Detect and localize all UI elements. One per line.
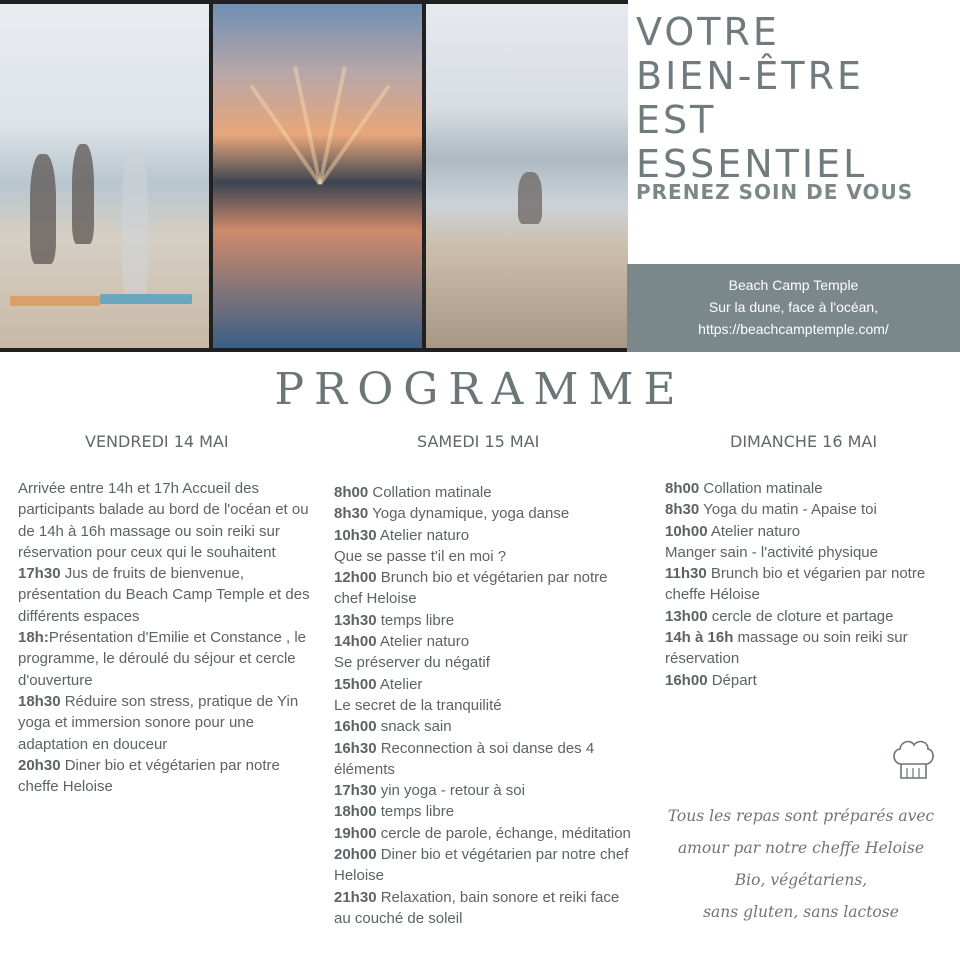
schedule-item: 16h00 snack sain [334,718,452,736]
yoga-mat [10,296,100,306]
schedule-item: 10h00 Atelier naturo [665,522,801,540]
person-figure [518,172,542,224]
schedule-item: 8h00 Collation matinale [665,480,823,497]
schedule-item: 14h à 16h massage ou soin reiki sur réservation [665,629,908,668]
schedule-item: 20h00 Diner bio et végétarien par notre chef Heloise [334,846,629,885]
person-figure [122,149,148,299]
schedule-item: 8h30 Yoga du matin - Apaise toi [665,501,877,519]
meditation-beach-photo [426,4,628,348]
yoga-group-beach-photo [0,4,209,348]
title-line: VOTRE [636,10,780,54]
title-line: BIEN-ÊTRE [636,54,865,98]
photo-strip [0,0,628,352]
schedule-item: Se préserver du négatif [334,654,490,672]
day-heading-friday: VENDREDI 14 MAI [85,432,229,451]
schedule-item: 13h30 temps libre [334,611,455,629]
day-heading-sunday: DIMANCHE 16 MAI [730,432,878,451]
schedule-item: 8h00 Collation matinale [334,484,492,501]
schedule-friday [18,478,318,797]
schedule-item: Que se passe t'il en moi ? [334,547,507,565]
day-heading-saturday: SAMEDI 15 MAI [417,432,540,451]
schedule-saturday [334,482,634,929]
chef-hat-icon [888,734,938,784]
venue-url[interactable]: https://beachcamptemple.com/ [698,321,889,337]
schedule-item: 16h30 Reconnection à soi danse des 4 éléments [334,739,595,778]
person-figure [30,154,56,264]
schedule-item: 20h30 Diner bio et végétarien par notre cheffe Heloise [18,756,280,796]
schedule-item: 15h00 Atelier [334,675,423,693]
schedule-item: 11h30 Brunch bio et végarien par notre cheffe Héloise [665,565,926,604]
schedule-item: 18h30 Réduire son stress, pratique de Yin yoga et immersion sonore pour une adaptation en douceur [18,692,299,753]
title-line: ESSENTIEL [636,142,868,186]
schedule-item: 21h30 Relaxation, bain sonore et reiki face au couché de soleil [334,888,620,927]
schedule-item: 8h30 Yoga dynamique, yoga danse [334,505,570,523]
note-line: Bio, végétariens, [734,871,868,889]
subtitle: PRENEZ SOIN DE VOUS [636,180,914,204]
schedule-item: 18h:Présentation d'Emilie et Constance , le programme, le déroulé du séjour et cercle d'ouverture [18,629,307,689]
schedule-item: 18h00 temps libre [334,803,455,821]
schedule-item: 17h30 Jus de fruits de bienvenue, présentation du Beach Camp Temple et des différents espaces [18,565,310,625]
venue-location: Sur la dune, face à l'océan, [708,299,879,315]
schedule-item: 14h00 Atelier naturo [334,633,470,651]
info-box [627,264,960,352]
schedule-item: 19h00 cercle de parole, échange, méditation [334,824,631,842]
schedule-item: 10h30 Atelier naturo [334,526,470,544]
meals-note [642,800,960,928]
schedule-item: Arrivée entre 14h et 17h Accueil des participants balade au bord de l'océan et ou de 14h à 16h massage ou soin reiki sur réservation pour ceux qui le souhaitent [18,480,309,561]
main-title [636,10,956,186]
schedule-item: Manger sain - l'activité physique [665,543,878,561]
venue-name: Beach Camp Temple [728,277,859,293]
note-line: sans gluten, sans lactose [703,903,899,921]
schedule-item: 13h00 cercle de cloture et partage [665,607,894,625]
title-line: EST [636,98,717,142]
schedule-item: 17h30 yin yoga - retour à soi [334,782,525,800]
yoga-mat [100,294,192,304]
schedule-item: 16h00 Départ [665,671,757,689]
schedule-item: 12h00 Brunch bio et végétarien par notre chef Heloise [334,569,608,608]
schedule-item: Le secret de la tranquilité [334,696,502,714]
person-figure [72,144,94,244]
note-line: Tous les repas sont préparés avec [667,807,935,825]
note-line: amour par notre cheffe Heloise [677,839,925,857]
sunset-reflection-photo [213,4,422,348]
programme-title: PROGRAMME [274,364,686,415]
schedule-sunday [665,478,955,691]
